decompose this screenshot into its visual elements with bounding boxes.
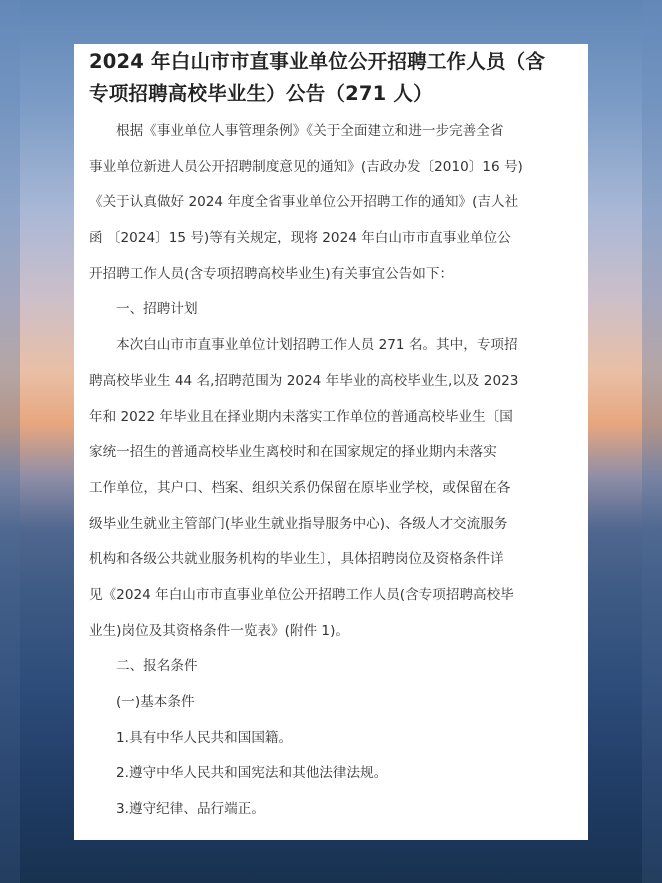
intro-line: 根据《事业单位人事管理条例》《关于全面建立和进一步完善全省 [116,123,504,139]
plan-line: 级毕业生就业主管部门(毕业生就业指导服务中心)、各级人才交流服务 [89,515,508,532]
recruitment-plan-paragraph [89,328,572,649]
section-heading-recruitment-plan: 一、招聘计划 [116,301,198,318]
title-line: 2024 年白山市市直事业单位公开招聘工作人员（含 [89,50,546,73]
plan-line: 聘高校毕业生 44 名,招聘范围为 2024 年毕业的高校毕业生,以及 2023 [89,372,519,389]
intro-line: 《关于认真做好 2024 年度全省事业单位公开招聘工作的通知》(吉人社 [89,194,519,211]
intro-line: 函 〔2024〕15 号)等有关规定，现将 2024 年白山市市直事业单位公 [89,230,511,247]
document-title [89,44,572,110]
plan-line: 工作单位，其户口、档案、组织关系仍保留在原毕业学校，或保留在各 [89,479,511,496]
background-edge-left [0,0,20,883]
intro-paragraph [89,114,572,292]
plan-line: 本次白山市市直事业单位计划招聘工作人员 271 名。其中，专项招 [116,337,518,354]
plan-line: 见《2024 年白山市市直事业单位公开招聘工作人员(含专项招聘高校毕 [89,586,514,603]
plan-line: 年和 2022 年毕业且在择业期内未落实工作单位的普通高校毕业生〔国 [89,408,513,425]
intro-line: 开招聘工作人员(含专项招聘高校毕业生)有关事宜公告如下： [89,265,454,282]
conditions-list [89,721,572,828]
background-edge-right [642,0,662,883]
title-line: 专项招聘高校毕业生）公告（271 人） [89,82,433,105]
condition-item: 2.遵守中华人民共和国宪法和其他法律法规。 [116,765,388,782]
plan-line: 机构和各级公共就业服务机构的毕业生〕，具体招聘岗位及资格条件详 [89,551,504,568]
condition-item: 3.遵守纪律、品行端正。 [116,801,265,818]
plan-line: 家统一招生的普通高校毕业生离校时和在国家规定的择业期内未落实 [89,444,497,461]
subsection-heading-basic-conditions: (一)基本条件 [116,694,195,710]
intro-line: 事业单位新进人员公开招聘制度意见的通知》(吉政办发〔2010〕16 号) [89,158,523,175]
plan-line: 业生)岗位及其资格条件一览表》(附件 1)。 [89,622,349,639]
condition-item: 1.具有中华人民共和国国籍。 [116,729,293,746]
announcement-document [74,44,588,840]
section-heading-eligibility: 二、报名条件 [116,658,198,675]
